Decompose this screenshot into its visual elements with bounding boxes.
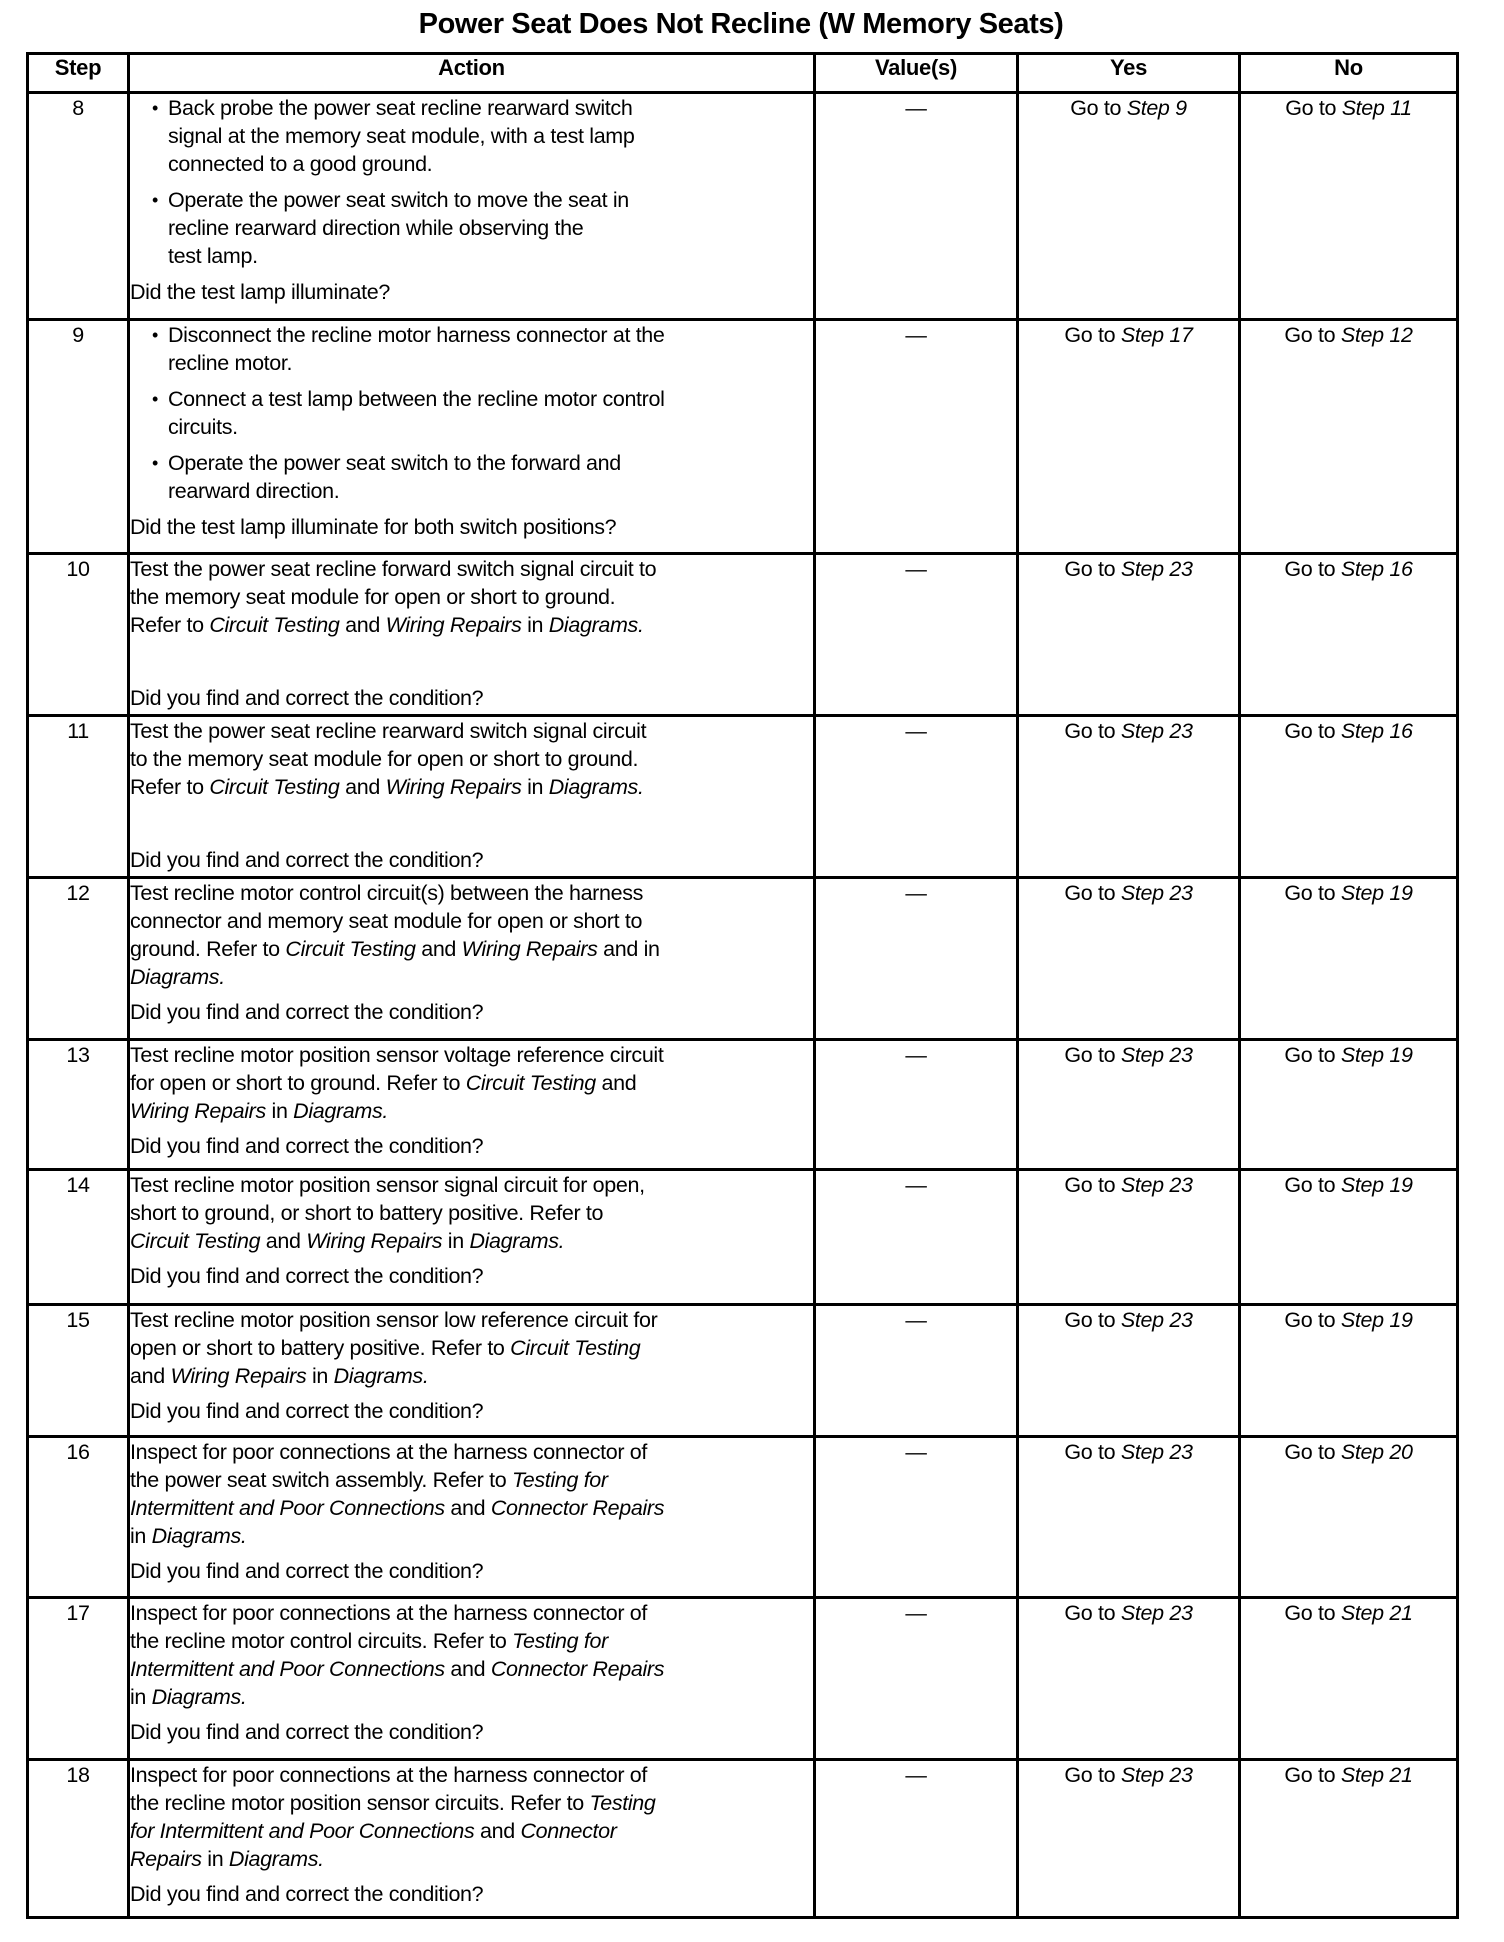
action-text: and	[260, 1229, 307, 1253]
yes-cell	[1018, 554, 1240, 716]
action-text-line	[130, 1334, 813, 1362]
action-text: open or short to battery positive. Refer to	[130, 1336, 511, 1360]
action-text: Refer to	[130, 775, 210, 799]
goto-no-link[interactable]	[1285, 96, 1412, 120]
action-text: in	[130, 1524, 152, 1548]
table-row	[28, 1170, 1458, 1305]
reference-link-text: Intermittent and Poor Connections	[130, 1496, 445, 1520]
goto-no-link[interactable]	[1284, 1601, 1412, 1625]
table-row	[28, 1040, 1458, 1170]
value-cell	[815, 1040, 1018, 1170]
value-cell	[815, 716, 1018, 878]
action-text: and	[339, 613, 386, 637]
no-cell	[1240, 1040, 1458, 1170]
goto-step-target: Step 12	[1340, 323, 1413, 347]
value-text: —	[905, 881, 927, 905]
step-number: 9	[28, 320, 129, 554]
action-text: short to ground, or short to battery positive. Refer to	[130, 1201, 604, 1225]
yes-cell	[1018, 1437, 1240, 1598]
action-text-line	[130, 1494, 813, 1522]
yes-cell	[1018, 1170, 1240, 1305]
header-value: Value(s)	[815, 54, 1018, 93]
action-text-line	[130, 611, 813, 639]
goto-yes-link[interactable]	[1064, 1308, 1192, 1332]
action-text: the recline motor control circuits. Refer to	[130, 1629, 513, 1653]
action-text-line: Connect a test lamp between the recline motor control	[168, 387, 665, 411]
step-number: 17	[28, 1598, 129, 1760]
reference-link-text: for Intermittent and Poor Connections	[130, 1819, 475, 1843]
no-cell	[1240, 320, 1458, 554]
action-text-line: recline rearward direction while observing the	[168, 216, 584, 240]
goto-prefix: Go to	[1064, 1601, 1121, 1625]
action-text-line	[130, 963, 813, 991]
bullet-icon: •	[152, 325, 158, 345]
action-text-line	[130, 1362, 813, 1390]
action-text-line	[130, 1655, 813, 1683]
goto-no-link[interactable]	[1284, 323, 1412, 347]
action-text-line	[130, 1599, 813, 1627]
value-text: —	[905, 1308, 927, 1332]
goto-yes-link[interactable]	[1064, 557, 1192, 581]
action-cell	[129, 320, 815, 554]
goto-step-target: Step 16	[1340, 557, 1413, 581]
action-instructions	[130, 1171, 813, 1255]
action-cell	[129, 716, 815, 878]
yes-cell	[1018, 1598, 1240, 1760]
goto-step-target: Step 23	[1120, 719, 1193, 743]
goto-no-link[interactable]	[1284, 1763, 1412, 1787]
table-row	[28, 320, 1458, 554]
action-text: Test recline motor position sensor voltage reference circuit	[130, 1043, 664, 1067]
reference-link-text: Circuit Testing	[209, 775, 340, 799]
value-cell	[815, 1305, 1018, 1437]
action-text-line	[130, 745, 813, 773]
action-text-line: connected to a good ground.	[168, 152, 433, 176]
goto-step-target: Step 11	[1341, 96, 1412, 120]
value-cell	[815, 1760, 1018, 1918]
action-text: Test the power seat recline forward switch signal circuit to	[130, 557, 657, 581]
action-text: for open or short to ground. Refer to	[130, 1071, 466, 1095]
action-text-line	[130, 583, 813, 611]
goto-step-target: Step 16	[1340, 719, 1413, 743]
action-instructions	[130, 1438, 813, 1550]
goto-no-link[interactable]	[1284, 557, 1412, 581]
goto-yes-link[interactable]	[1064, 719, 1192, 743]
reference-link-text: Diagrams.	[151, 1685, 247, 1709]
goto-prefix: Go to	[1064, 1440, 1121, 1464]
header-yes: Yes	[1018, 54, 1240, 93]
action-text-line: circuits.	[168, 415, 238, 439]
value-text: —	[905, 1601, 927, 1625]
no-cell	[1240, 1437, 1458, 1598]
action-question: Did the test lamp illuminate?	[130, 280, 390, 304]
table-row	[28, 1305, 1458, 1437]
table-header-row	[28, 54, 1458, 93]
value-cell	[815, 1170, 1018, 1305]
goto-prefix: Go to	[1284, 323, 1341, 347]
action-cell	[129, 554, 815, 716]
yes-cell	[1018, 878, 1240, 1040]
goto-step-target: Step 21	[1340, 1763, 1413, 1787]
action-text: Test recline motor position sensor signal circuit for open,	[130, 1173, 645, 1197]
reference-link-text: Circuit Testing	[285, 937, 416, 961]
goto-prefix: Go to	[1064, 557, 1121, 581]
action-text-line	[130, 1306, 813, 1334]
reference-link-text: Diagrams.	[293, 1099, 388, 1123]
reference-link-text: Connector Repairs	[490, 1657, 665, 1681]
action-text-line	[130, 1171, 813, 1199]
goto-prefix: Go to	[1285, 96, 1342, 120]
reference-link-text: Connector Repairs	[490, 1496, 665, 1520]
reference-link-text: Wiring Repairs	[306, 1229, 443, 1253]
goto-prefix: Go to	[1064, 1173, 1121, 1197]
bullet-icon: •	[152, 190, 158, 210]
step-number: 15	[28, 1305, 129, 1437]
table-row	[28, 716, 1458, 878]
action-question: Did you find and correct the condition?	[130, 1882, 484, 1906]
action-text: and	[130, 1364, 171, 1388]
step-number: 12	[28, 878, 129, 1040]
no-cell	[1240, 1598, 1458, 1760]
action-text-line: rearward direction.	[168, 479, 340, 503]
action-instructions	[130, 1761, 813, 1873]
action-text: in	[201, 1847, 229, 1871]
no-cell	[1240, 93, 1458, 320]
reference-link-text: Diagrams.	[130, 965, 225, 989]
action-bullet-item	[130, 186, 813, 270]
reference-link-text: Wiring Repairs	[130, 1099, 266, 1123]
no-cell	[1240, 1170, 1458, 1305]
goto-no-link[interactable]	[1284, 881, 1412, 905]
goto-prefix: Go to	[1064, 323, 1121, 347]
action-text-line	[130, 1438, 813, 1466]
action-cell	[129, 1760, 815, 1918]
goto-yes-link[interactable]	[1064, 881, 1192, 905]
action-cell	[129, 93, 815, 320]
reference-link-text: Circuit Testing	[465, 1071, 596, 1095]
no-cell	[1240, 878, 1458, 1040]
goto-prefix: Go to	[1284, 881, 1341, 905]
action-text-line	[130, 935, 813, 963]
goto-prefix: Go to	[1284, 557, 1341, 581]
value-cell	[815, 554, 1018, 716]
table-row	[28, 1437, 1458, 1598]
action-cell	[129, 1305, 815, 1437]
action-text-line	[130, 1761, 813, 1789]
yes-cell	[1018, 1040, 1240, 1170]
value-text: —	[905, 1763, 927, 1787]
reference-link-text: Testing for	[511, 1468, 608, 1492]
action-text: and	[595, 1071, 637, 1095]
goto-no-link[interactable]	[1284, 1043, 1412, 1067]
action-text-line	[130, 1097, 813, 1125]
value-text: —	[905, 719, 927, 743]
goto-prefix: Go to	[1064, 881, 1121, 905]
reference-link-text: Circuit Testing	[130, 1229, 261, 1253]
step-number: 11	[28, 716, 129, 878]
action-text-line	[130, 879, 813, 907]
header-no: No	[1240, 54, 1458, 93]
goto-yes-link[interactable]	[1064, 1601, 1192, 1625]
action-text-line: Back probe the power seat recline rearward switch	[168, 96, 633, 120]
value-text: —	[905, 1440, 927, 1464]
no-cell	[1240, 554, 1458, 716]
diagnostic-table	[26, 52, 1459, 1919]
bullet-icon: •	[152, 98, 158, 118]
step-number: 8	[28, 93, 129, 320]
action-text: Test recline motor position sensor low reference circuit for	[130, 1308, 658, 1332]
table-row	[28, 1598, 1458, 1760]
action-text-line: signal at the memory seat module, with a test lamp	[168, 124, 635, 148]
goto-no-link[interactable]	[1284, 1308, 1412, 1332]
reference-link-text: Circuit Testing	[510, 1336, 641, 1360]
action-text-line	[130, 1466, 813, 1494]
action-text-line	[130, 1789, 813, 1817]
value-text: —	[905, 323, 927, 347]
reference-link-text: Connector	[520, 1819, 617, 1843]
action-text-line	[130, 773, 813, 801]
action-question: Did you find and correct the condition?	[130, 1720, 484, 1744]
yes-cell	[1018, 320, 1240, 554]
action-cell	[129, 1437, 815, 1598]
action-text: in	[306, 1364, 334, 1388]
action-question: Did you find and correct the condition?	[130, 686, 484, 710]
goto-step-target: Step 20	[1340, 1440, 1413, 1464]
reference-link-text: Diagrams.	[469, 1229, 565, 1253]
reference-link-text: Wiring Repairs	[170, 1364, 307, 1388]
action-bullet-item	[130, 385, 813, 441]
table-row	[28, 554, 1458, 716]
action-text-line	[130, 907, 813, 935]
goto-step-target: Step 17	[1120, 323, 1193, 347]
action-cell	[129, 1598, 815, 1760]
goto-step-target: Step 23	[1120, 1440, 1193, 1464]
step-number: 10	[28, 554, 129, 716]
goto-prefix: Go to	[1064, 1763, 1121, 1787]
goto-step-target: Step 23	[1120, 1763, 1193, 1787]
action-text: Test the power seat recline rearward switch signal circuit	[130, 719, 647, 743]
goto-step-target: Step 19	[1340, 1043, 1413, 1067]
step-number: 18	[28, 1760, 129, 1918]
value-text: —	[905, 96, 927, 120]
action-text-line	[130, 555, 813, 583]
action-text-line	[130, 1683, 813, 1711]
step-number: 16	[28, 1437, 129, 1598]
goto-step-target: Step 9	[1126, 96, 1187, 120]
goto-prefix: Go to	[1284, 719, 1341, 743]
action-bullet-list	[130, 94, 813, 270]
action-text: Refer to	[130, 613, 210, 637]
step-number: 13	[28, 1040, 129, 1170]
action-question: Did you find and correct the condition?	[130, 1559, 484, 1583]
goto-yes-link[interactable]	[1064, 1763, 1192, 1787]
action-text-line	[130, 1845, 813, 1873]
action-instructions	[130, 1306, 813, 1390]
action-text: Test recline motor control circuit(s) between the harness	[130, 881, 643, 905]
step-number: 14	[28, 1170, 129, 1305]
goto-prefix: Go to	[1064, 1308, 1121, 1332]
bullet-icon: •	[152, 453, 158, 473]
goto-prefix: Go to	[1064, 1043, 1121, 1067]
reference-link-text: Diagrams.	[333, 1364, 429, 1388]
action-instructions	[130, 1041, 813, 1125]
table-row	[28, 878, 1458, 1040]
table-body	[28, 93, 1458, 1918]
action-text: in	[521, 613, 549, 637]
action-text: Inspect for poor connections at the harness connector of	[130, 1601, 648, 1625]
reference-link-text: Diagrams.	[151, 1524, 247, 1548]
reference-link-text: Wiring Repairs	[385, 775, 522, 799]
action-text-line	[130, 1627, 813, 1655]
action-text: in	[521, 775, 549, 799]
action-text: the recline motor position sensor circuits. Refer to	[130, 1791, 590, 1815]
action-instructions	[130, 879, 813, 991]
reference-link-text: Circuit Testing	[209, 613, 340, 637]
yes-cell	[1018, 1305, 1240, 1437]
value-text: —	[905, 557, 927, 581]
action-question: Did you find and correct the condition?	[130, 1399, 484, 1423]
action-text-line	[130, 1199, 813, 1227]
action-instructions	[130, 1599, 813, 1711]
value-cell	[815, 1598, 1018, 1760]
yes-cell	[1018, 716, 1240, 878]
goto-step-target: Step 23	[1120, 1173, 1193, 1197]
goto-prefix: Go to	[1284, 1043, 1341, 1067]
goto-step-target: Step 19	[1340, 1173, 1413, 1197]
goto-yes-link[interactable]	[1064, 1173, 1192, 1197]
goto-step-target: Step 23	[1120, 881, 1193, 905]
value-text: —	[905, 1173, 927, 1197]
goto-prefix: Go to	[1284, 1763, 1341, 1787]
value-text: —	[905, 1043, 927, 1067]
no-cell	[1240, 716, 1458, 878]
action-bullet-list	[130, 321, 813, 505]
goto-yes-link[interactable]	[1064, 1440, 1192, 1464]
table-row	[28, 93, 1458, 320]
action-text-line: test lamp.	[168, 244, 258, 268]
action-text-line	[130, 1227, 813, 1255]
spacer	[130, 646, 813, 684]
goto-step-target: Step 23	[1120, 1601, 1193, 1625]
action-text: in	[130, 1685, 152, 1709]
header-step: Step	[28, 54, 129, 93]
header-action: Action	[129, 54, 815, 93]
action-text: and	[474, 1819, 521, 1843]
action-text-line: recline motor.	[168, 351, 293, 375]
goto-yes-link[interactable]	[1070, 96, 1187, 120]
no-cell	[1240, 1760, 1458, 1918]
value-cell	[815, 1437, 1018, 1598]
action-text: connector and memory seat module for open or short to	[130, 909, 643, 933]
reference-link-text: Testing	[589, 1791, 656, 1815]
goto-no-link[interactable]	[1284, 1440, 1412, 1464]
action-text: and	[339, 775, 386, 799]
reference-link-text: Repairs	[130, 1847, 202, 1871]
reference-link-text: Diagrams.	[548, 775, 644, 799]
action-cell	[129, 1170, 815, 1305]
reference-link-text: Intermittent and Poor Connections	[130, 1657, 445, 1681]
table-row	[28, 1760, 1458, 1918]
goto-step-target: Step 19	[1340, 881, 1413, 905]
goto-yes-link[interactable]	[1064, 323, 1192, 347]
goto-prefix: Go to	[1064, 719, 1121, 743]
action-question: Did you find and correct the condition?	[130, 1000, 484, 1024]
value-cell	[815, 320, 1018, 554]
goto-no-link[interactable]	[1284, 1173, 1412, 1197]
action-text-line	[130, 1817, 813, 1845]
reference-link-text: Diagrams.	[228, 1847, 324, 1871]
action-bullet-item	[130, 321, 813, 377]
action-text-line	[130, 1041, 813, 1069]
goto-prefix: Go to	[1284, 1440, 1341, 1464]
action-text: the memory seat module for open or short to ground.	[130, 585, 616, 609]
action-instructions	[130, 555, 813, 639]
action-question: Did you find and correct the condition?	[130, 848, 484, 872]
action-cell	[129, 878, 815, 1040]
goto-prefix: Go to	[1284, 1601, 1341, 1625]
action-text-line	[130, 717, 813, 745]
yes-cell	[1018, 93, 1240, 320]
action-instructions	[130, 717, 813, 801]
action-text: in	[442, 1229, 470, 1253]
action-text: Inspect for poor connections at the harness connector of	[130, 1440, 648, 1464]
goto-prefix: Go to	[1284, 1308, 1341, 1332]
action-cell	[129, 1040, 815, 1170]
yes-cell	[1018, 1760, 1240, 1918]
action-bullet-item	[130, 449, 813, 505]
goto-yes-link[interactable]	[1064, 1043, 1192, 1067]
action-text: and	[415, 937, 462, 961]
goto-no-link[interactable]	[1284, 719, 1412, 743]
action-text: Inspect for poor connections at the harness connector of	[130, 1763, 648, 1787]
action-text: and	[444, 1496, 491, 1520]
reference-link-text: Wiring Repairs	[385, 613, 522, 637]
no-cell	[1240, 1305, 1458, 1437]
reference-link-text: Diagrams.	[548, 613, 644, 637]
action-text: ground. Refer to	[130, 937, 286, 961]
action-bullet-item	[130, 94, 813, 178]
action-text: to the memory seat module for open or short to ground.	[130, 747, 639, 771]
value-cell	[815, 878, 1018, 1040]
reference-link-text: Testing for	[512, 1629, 608, 1653]
action-text-line: Operate the power seat switch to the forward and	[168, 451, 621, 475]
goto-prefix: Go to	[1070, 96, 1127, 120]
action-text: the power seat switch assembly. Refer to	[130, 1468, 512, 1492]
action-question: Did the test lamp illuminate for both switch positions?	[130, 515, 617, 539]
page-title: Power Seat Does Not Recline (W Memory Seats)	[418, 8, 1064, 40]
reference-link-text: Wiring Repairs	[461, 937, 598, 961]
action-text-line: Disconnect the recline motor harness connector at the	[168, 323, 665, 347]
goto-step-target: Step 23	[1120, 557, 1193, 581]
action-text-line: Operate the power seat switch to move the seat in	[168, 188, 629, 212]
action-question: Did you find and correct the condition?	[130, 1264, 484, 1288]
action-text: and	[444, 1657, 491, 1681]
goto-prefix: Go to	[1284, 1173, 1341, 1197]
action-text-line	[130, 1522, 813, 1550]
value-cell	[815, 93, 1018, 320]
action-text: and in	[597, 937, 660, 961]
spacer	[130, 808, 813, 846]
action-text: in	[265, 1099, 294, 1123]
goto-step-target: Step 23	[1120, 1308, 1193, 1332]
goto-step-target: Step 21	[1340, 1601, 1413, 1625]
action-text-line	[130, 1069, 813, 1097]
bullet-icon: •	[152, 389, 158, 409]
goto-step-target: Step 23	[1120, 1043, 1193, 1067]
goto-step-target: Step 19	[1340, 1308, 1413, 1332]
action-question: Did you find and correct the condition?	[130, 1134, 484, 1158]
